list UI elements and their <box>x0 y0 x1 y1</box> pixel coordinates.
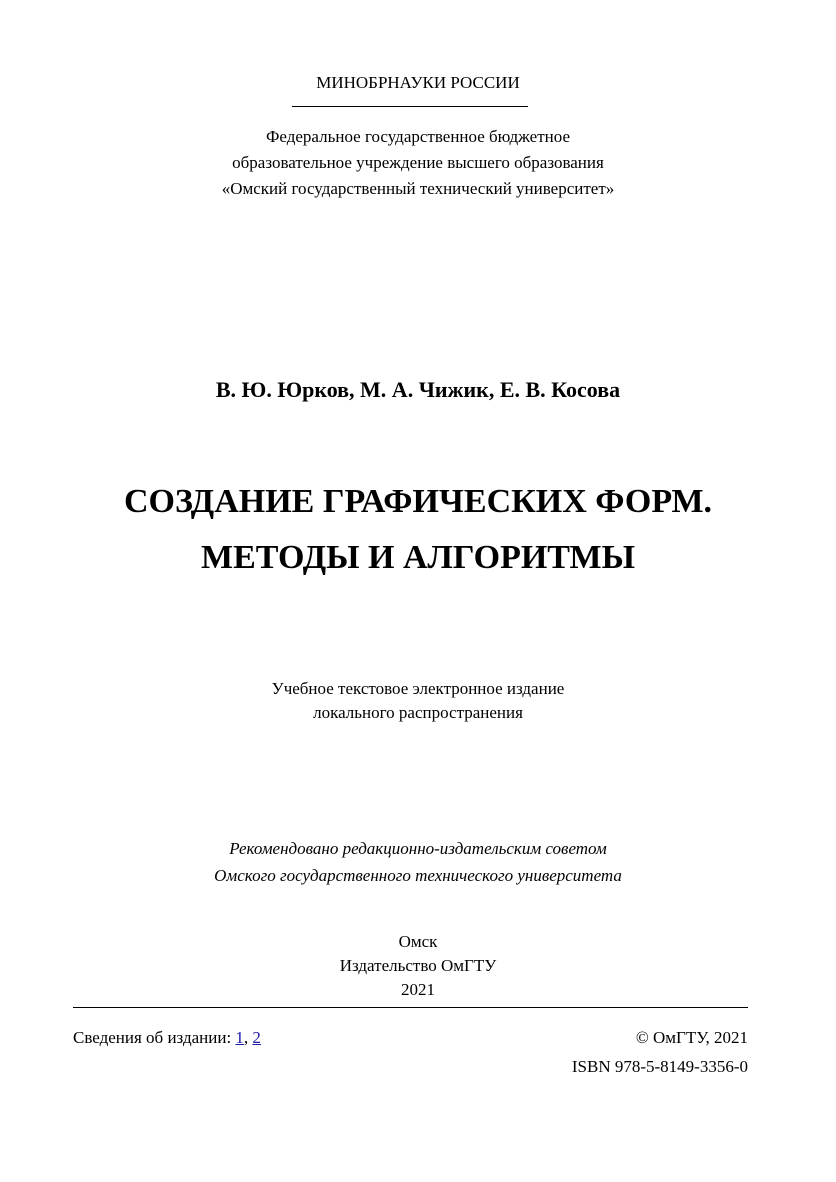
imprint <box>0 930 836 1002</box>
edition-info-label: Сведения об издании: <box>73 1028 232 1047</box>
edition-info-link-2[interactable]: 2 <box>252 1028 261 1047</box>
edition-type <box>0 677 836 725</box>
recommendation-line-1: Рекомендовано редакционно-издательским советом <box>229 839 607 858</box>
institution-line-2: образовательное учреждение высшего образования <box>232 153 604 172</box>
institution-block <box>0 124 836 202</box>
footer-divider <box>73 1007 748 1008</box>
institution-line-3: «Омский государственный технический университет» <box>221 179 615 198</box>
recommendation-line-2: Омского государственного технического университета <box>214 866 622 885</box>
institution-line-1: Федеральное государственное бюджетное <box>265 127 571 146</box>
book-title-line-2: МЕТОДЫ И АЛГОРИТМЫ <box>200 539 635 576</box>
copyright: © ОмГТУ, 2021 <box>635 1028 748 1047</box>
edition-line-1: Учебное текстовое электронное издание <box>271 679 565 698</box>
isbn: ISBN 978-5-8149-3356-0 <box>571 1057 748 1076</box>
edition-line-2: локального распространения <box>313 703 523 722</box>
book-title <box>0 474 836 586</box>
edition-info-separator: , <box>243 1028 249 1047</box>
imprint-city: Омск <box>398 932 438 951</box>
recommendation <box>0 835 836 889</box>
edition-info-link-1[interactable]: 1 <box>235 1028 244 1047</box>
imprint-year: 2021 <box>401 980 435 999</box>
imprint-publisher: Издательство ОмГТУ <box>339 956 497 975</box>
authors: В. Ю. Юрков, М. А. Чижик, Е. В. Косова <box>215 377 621 402</box>
ministry-underline-divider <box>292 106 528 107</box>
edition-info <box>73 1027 261 1049</box>
ministry-name: МИНОБРНАУКИ РОССИИ <box>316 73 520 92</box>
book-title-line-1: СОЗДАНИЕ ГРАФИЧЕСКИХ ФОРМ. <box>123 483 713 520</box>
